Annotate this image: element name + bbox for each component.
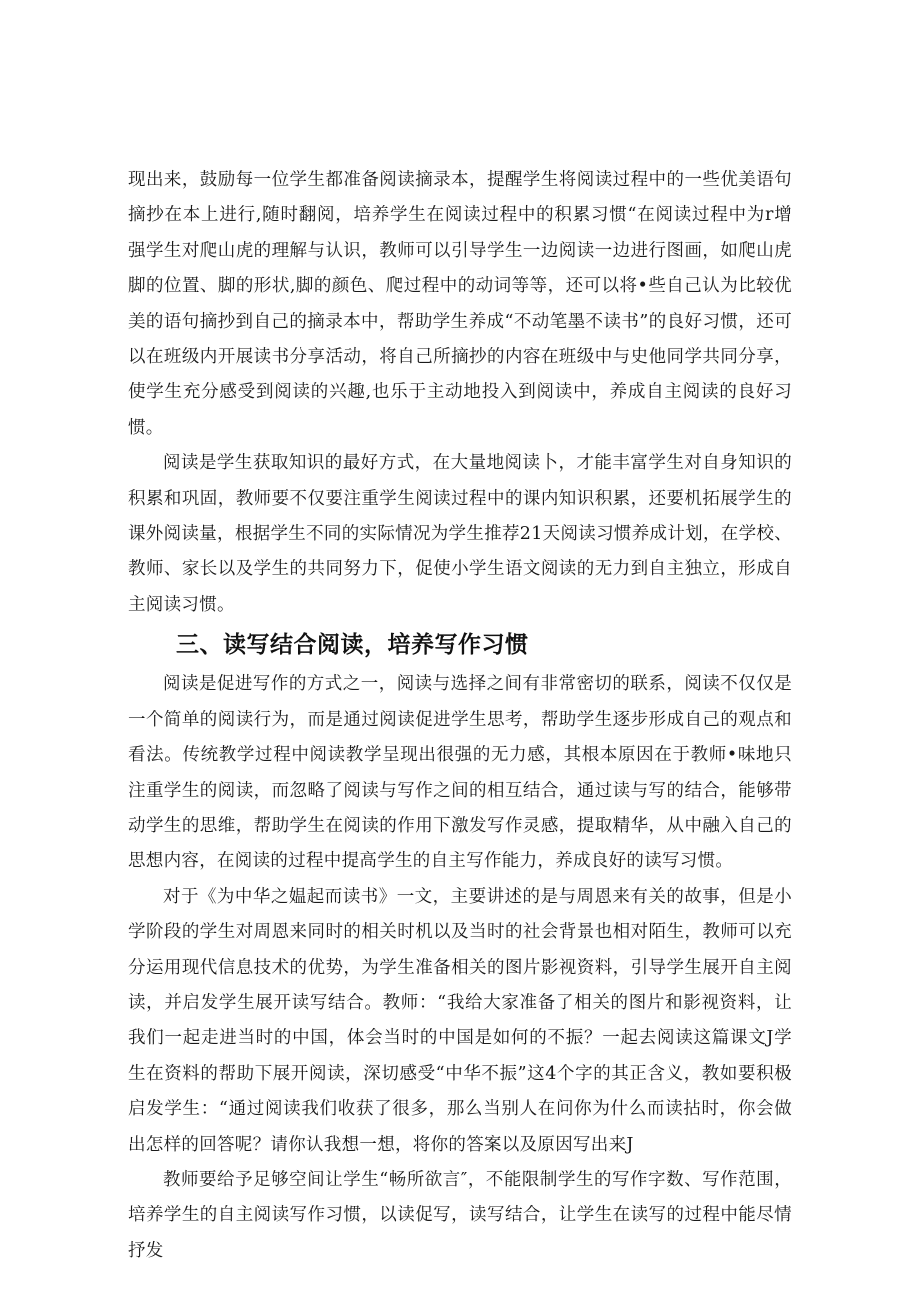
document-body <box>128 163 792 1269</box>
paragraph-1: 现出来，鼓励每一位学生都准备阅读摘录本，提醒学生将阅读过程中的一些优美语句摘抄在本上进行,随时翻阅，培养学生在阅读过程中的积累习惯“在阅读过程中为r增强学生对爬山虎的理解与认识，教师可以引导学生一边阅读一边进行图画，如爬山虎脚的位置、脚的形状,脚的颜色、爬过程中的动词等等，还可以将•些自己认为比较优美的语句摘抄到自己的摘录本中，帮助学生养成“不动笔墨不读书”的良好习惯，还可以在班级内开展读书分享活动，将自己所摘抄的内容在班级中与史他同学共同分享，使学生充分感受到阅读的兴趣,也乐于主动地投入到阅读中，养成自主阅读的良好习惯。 <box>128 170 792 438</box>
paragraph-4: 对于《为中华之媪起而读书》一文，主要讲述的是与周恩来有关的故事，但是小学阶段的学生对周恩来同时的相关时机以及当时的社会背景也相对陌生，教师可以充分运用现代信息技术的优势，为学生准备相关的图片影视资料，引导学生展开自主阅读，并启发学生展开读写结合。教师：“我给大家准备了相关的图片和影视资料，让我们一起走进当时的中国，体会当时的中国是如何的不振？一起去阅读这篇课文J学生在资料的帮助下展开阅读，深切感受“中华不振”这4个字的其正含义，教如要积极启发学生：“通过阅读我们收获了很多，那么当别人在问你为什么而读拈时，你会做出怎样的回答呢？请你认我想一想，将你的答案以及原因写出来J <box>128 886 792 1155</box>
section-heading: 三、读写结合阅读，培养写作习惯 <box>176 632 529 659</box>
paragraph-2: 阅读是学生获取知识的最好方式，在大量地阅读卜，才能丰富学生对自身知识的积累和巩固，教师要不仅要注重学生阅读过程中的课内知识积累，还要机拓展学生的课外阅读量，根据学生不同的实际情况为学生推荐21天阅读习惯养成计划，在学校、教师、家长以及学生的共同努力下，促使小学生语文阅读的无力到自主独立，形成自主阅读习惯。 <box>128 453 792 615</box>
paragraph-3: 阅读是促进写作的方式之一，阅读与选择之间有非常密切的联系，阅读不仅仅是一个简单的阅读行为，而是通过阅读促进学生思考，帮助学生逐步形成自己的观点和看法。传统教学过程中阅读教学呈现出很强的无力感，其根本原因在于教师•味地只注重学生的阅读，而忽略了阅读与写作之间的相互结合，通过读与写的结合，能够带动学生的思维，帮助学生在阅读的作用下激发写作灵感，提取精华，从中融入自己的思想内容，在阅读的过程中提高学生的自主写作能力，养成良好的读写习惯。 <box>128 674 792 872</box>
paragraph-5: 教师要给予足够空间让学生“畅所欲言″，不能限制学生的写作字数、写作范围，培养学生的自主阅读写作习惯，以读促写，读写结合，让学生在读写的过程中能尽情抒发 <box>128 1169 792 1261</box>
